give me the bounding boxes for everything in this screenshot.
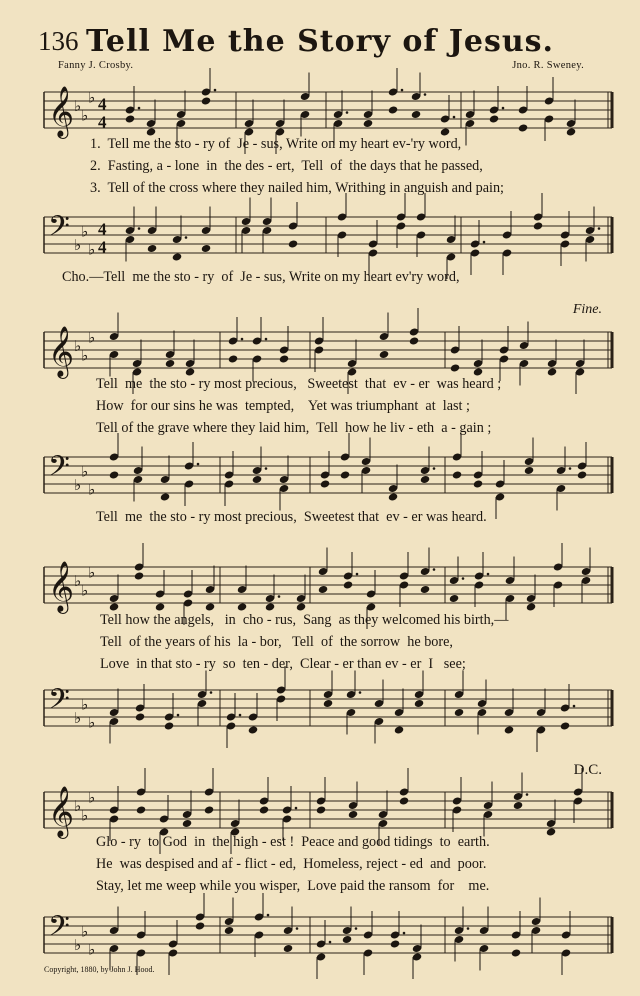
- svg-text:♭: ♭: [88, 480, 96, 499]
- composer-credit: Jno. R. Sweney.: [512, 60, 584, 71]
- treble-staff-2: [0, 320, 640, 380]
- svg-text:𝄢: 𝄢: [48, 450, 70, 490]
- svg-text:4: 4: [98, 112, 107, 132]
- svg-text:𝄞: 𝄞: [48, 561, 75, 612]
- lyric-line-3-2: Tell of the years of his la - bor, Tell of the sorrow he bore,: [100, 634, 453, 650]
- bass-staff-1: [0, 205, 640, 265]
- lyric-line-2-2: How for our sins he was tempted, Yet was triumphant at last ;: [96, 398, 470, 414]
- svg-text:♭: ♭: [74, 476, 82, 494]
- svg-text:𝄢: 𝄢: [48, 210, 70, 250]
- svg-text:♭: ♭: [74, 797, 82, 815]
- bass-staff-3: [0, 678, 640, 738]
- hymn-title: Tell Me the Story of Jesus.: [85, 24, 555, 59]
- svg-text:𝄞: 𝄞: [48, 86, 75, 137]
- svg-text:♭: ♭: [88, 788, 96, 807]
- svg-text:♭: ♭: [81, 695, 89, 714]
- lyric-line-3-1: Tell how the angels, in cho - rus, Sang as they welcomed his birth,—: [100, 612, 509, 628]
- lyric-line-4-3: Stay, let me weep while you wisper, Love paid the ransom for me.: [96, 878, 490, 894]
- svg-text:♭: ♭: [88, 713, 96, 732]
- chorus-line: Cho.—Tell me the sto - ry of Je - sus, Write on my heart ev'ry word,: [62, 269, 460, 285]
- svg-text:♭: ♭: [88, 563, 96, 582]
- lyric-line-2-1: Tell me the sto - ry most precious, Sweetest that ev - er was heard ;: [96, 376, 502, 392]
- bass-staff-2: [0, 445, 640, 505]
- svg-text:♭: ♭: [81, 222, 89, 241]
- lyric-line-2-bass: Tell me the sto - ry most precious, Sweetest that ev - er was heard.: [96, 509, 487, 525]
- svg-text:♭: ♭: [81, 806, 89, 825]
- lyric-line-3-3: Love in that sto - ry so ten - der, Clear - er than ev - er I see;: [100, 656, 466, 672]
- copyright-notice: Copyright, 1880, by John J. Hood.: [44, 965, 155, 974]
- mark-fine: Fine.: [572, 302, 602, 317]
- lyric-line-2-3: Tell of the grave where they laid him, Tell how he liv - eth a - gain ;: [96, 420, 492, 436]
- svg-text:♭: ♭: [81, 462, 89, 481]
- svg-text:♭: ♭: [74, 572, 82, 590]
- page-number: 136: [38, 26, 79, 56]
- svg-text:♭: ♭: [74, 936, 82, 954]
- svg-text:4: 4: [98, 237, 107, 257]
- mark-dc: D.C.: [573, 762, 602, 778]
- svg-text:♭: ♭: [81, 106, 89, 125]
- bass-staff-4: [0, 905, 640, 965]
- lyric-line-4-1: Glo - ry to God in the high - est ! Peace and good tidings to earth.: [96, 834, 490, 850]
- verse-line-1: 1. Tell me the sto - ry of Je - sus, Write on my heart ev-'ry word,: [90, 136, 462, 152]
- svg-text:♭: ♭: [74, 709, 82, 727]
- treble-staff-1: [0, 80, 640, 140]
- treble-staff-4: [0, 780, 640, 840]
- svg-text:♭: ♭: [81, 581, 89, 600]
- svg-text:𝄞: 𝄞: [48, 786, 75, 837]
- svg-text:♭: ♭: [74, 337, 82, 355]
- svg-text:♭: ♭: [88, 328, 96, 347]
- svg-text:♭: ♭: [88, 88, 96, 107]
- svg-text:4: 4: [98, 219, 107, 239]
- svg-text:𝄞: 𝄞: [48, 326, 75, 377]
- verse-line-3: 3. Tell of the cross where they nailed him, Writhing in anguish and pain;: [90, 180, 504, 196]
- svg-text:♭: ♭: [81, 922, 89, 941]
- lyric-line-4-2: He was despised and af - flict - ed, Homeless, reject - ed and poor.: [96, 856, 487, 872]
- svg-text:♭: ♭: [88, 940, 96, 959]
- verse-line-2: 2. Fasting, a - lone in the des - ert, Tell of the days that he passed,: [90, 158, 483, 174]
- svg-text:𝄢: 𝄢: [48, 683, 70, 723]
- svg-text:4: 4: [98, 94, 107, 114]
- author-credit: Fanny J. Crosby.: [58, 60, 134, 71]
- svg-text:♭: ♭: [81, 346, 89, 365]
- svg-text:♭: ♭: [88, 240, 96, 259]
- svg-text:♭: ♭: [74, 236, 82, 254]
- svg-text:𝄢: 𝄢: [48, 910, 70, 950]
- treble-staff-3: [0, 555, 640, 615]
- svg-text:♭: ♭: [74, 97, 82, 115]
